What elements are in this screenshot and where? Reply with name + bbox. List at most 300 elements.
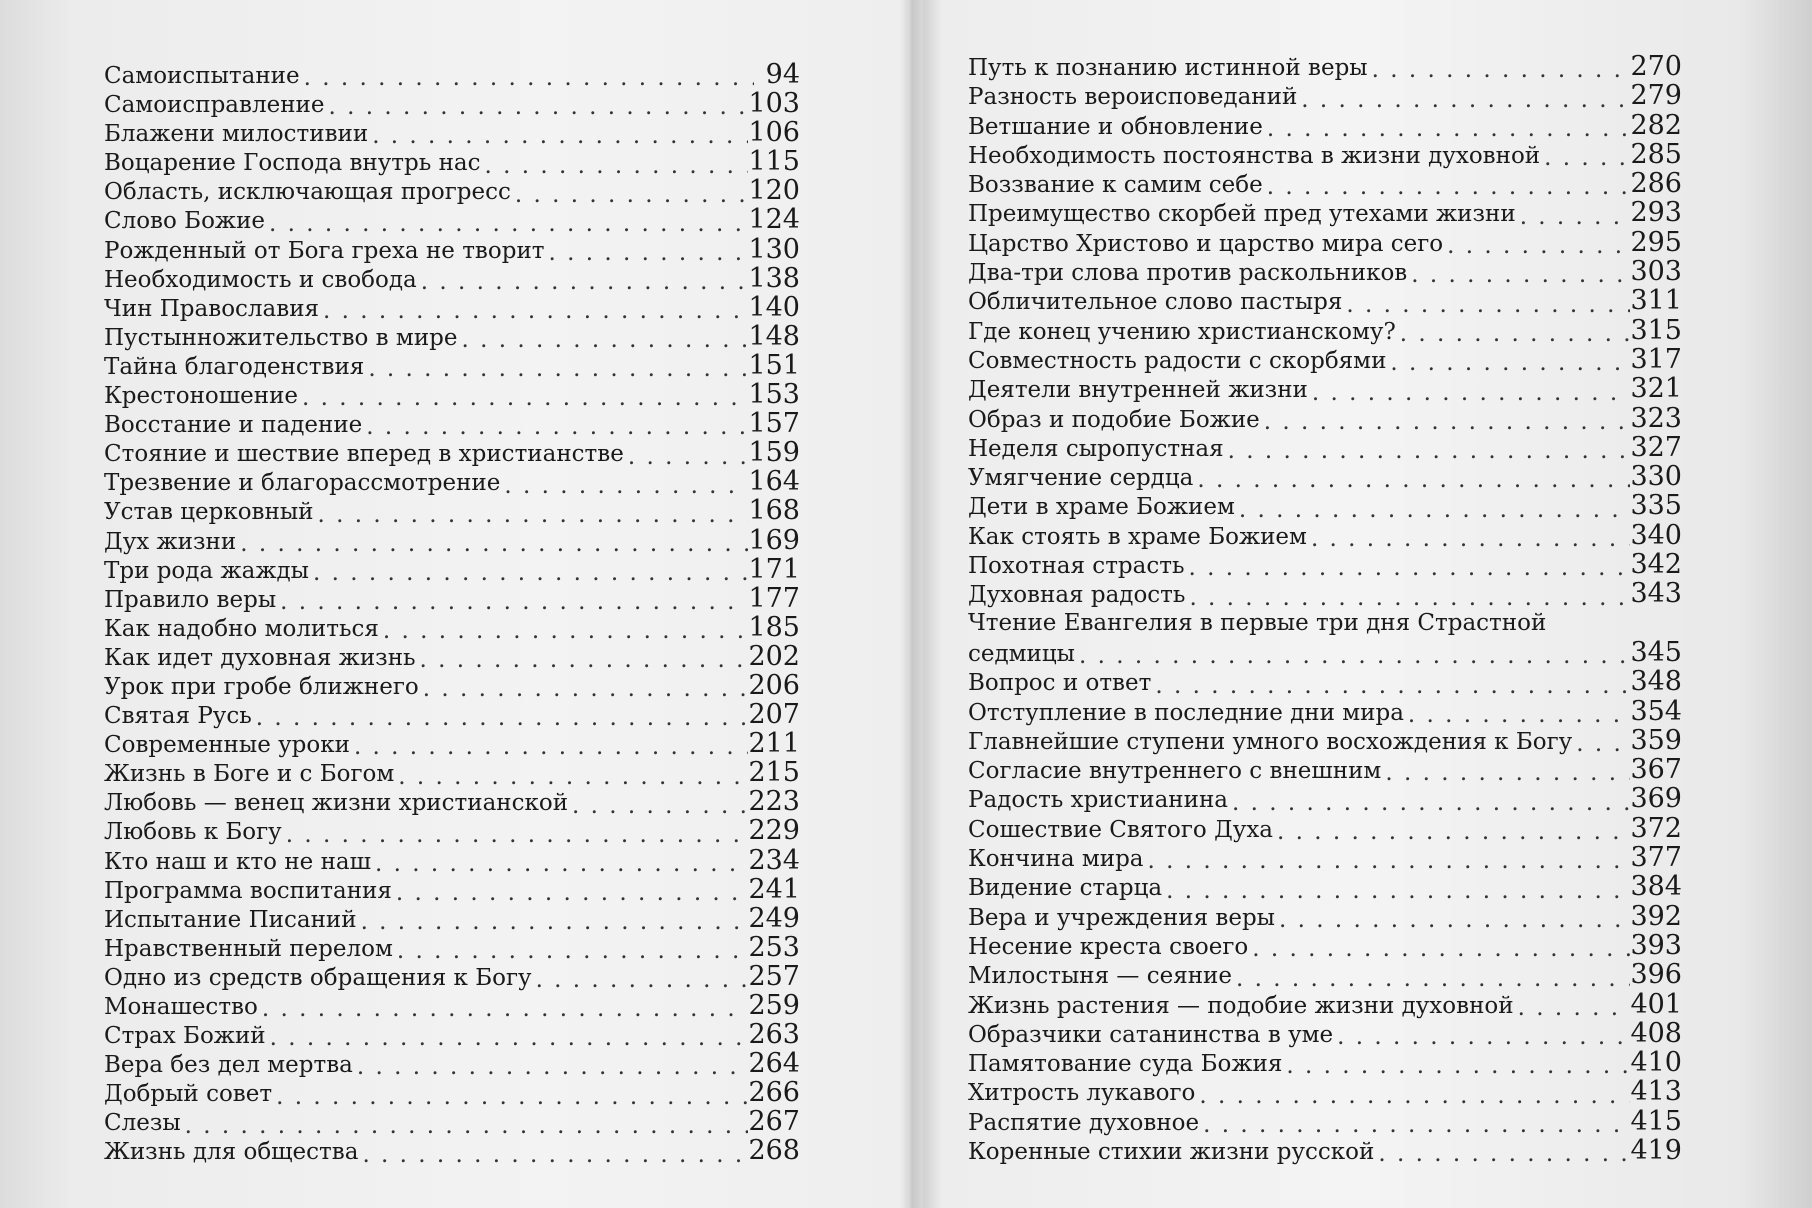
toc-entry bbox=[968, 784, 1682, 813]
dot-leader bbox=[269, 210, 748, 233]
entry-page-number: 207 bbox=[748, 699, 800, 731]
entry-title: Устав церковный bbox=[104, 499, 314, 526]
toc-entry bbox=[104, 322, 800, 351]
entry-page-number: 241 bbox=[748, 873, 800, 905]
entry-page-number: 340 bbox=[1630, 519, 1682, 551]
entry-page-number: 393 bbox=[1630, 929, 1682, 961]
dot-leader bbox=[1301, 86, 1630, 109]
dot-leader bbox=[1390, 349, 1630, 372]
entry-title: Программа воспитания bbox=[104, 877, 392, 904]
entry-page-number: 264 bbox=[748, 1048, 800, 1080]
left-page bbox=[104, 60, 800, 1166]
toc-entry bbox=[968, 404, 1682, 433]
toc-entry bbox=[968, 550, 1682, 579]
entry-page-number: 171 bbox=[748, 553, 800, 585]
entry-title: Хитрость лукавого bbox=[968, 1080, 1196, 1107]
entry-page-number: 311 bbox=[1630, 285, 1682, 317]
entry-page-number: 215 bbox=[748, 757, 800, 789]
entry-page-number: 323 bbox=[1630, 402, 1682, 434]
dot-leader bbox=[1079, 642, 1630, 665]
dot-leader bbox=[270, 1024, 749, 1047]
dot-leader bbox=[1197, 466, 1630, 489]
entry-page-number: 354 bbox=[1630, 695, 1682, 727]
entry-page-number: 408 bbox=[1630, 1017, 1682, 1049]
dot-leader bbox=[1447, 232, 1630, 255]
entry-page-number: 164 bbox=[748, 466, 800, 498]
dot-leader bbox=[302, 384, 748, 407]
entry-page-number: 267 bbox=[748, 1106, 800, 1138]
entry-title: Два-три слова против раскольников bbox=[968, 260, 1408, 287]
toc-entry bbox=[968, 1107, 1682, 1136]
toc-entry bbox=[104, 60, 800, 89]
toc-entry bbox=[968, 638, 1682, 667]
toc-entry bbox=[104, 933, 800, 962]
entry-title: Ветшание и обновление bbox=[968, 113, 1263, 140]
toc-entry bbox=[968, 462, 1682, 491]
entry-page-number: 396 bbox=[1630, 959, 1682, 991]
dot-leader bbox=[1372, 56, 1631, 79]
entry-title: Пустынножительство в мире bbox=[104, 324, 458, 351]
toc-entry bbox=[104, 147, 800, 176]
toc-entry bbox=[104, 1078, 800, 1107]
dot-leader bbox=[1346, 291, 1630, 314]
dot-leader bbox=[1252, 935, 1630, 958]
dot-leader bbox=[1378, 1140, 1630, 1163]
dot-leader bbox=[536, 966, 749, 989]
entry-title: Образчики сатанинства в уме bbox=[968, 1021, 1334, 1048]
entry-page-number: 223 bbox=[748, 786, 800, 818]
entry-title: Главнейшие ступени умного восхождения к Богу bbox=[968, 728, 1573, 755]
entry-title: Вопрос и ответ bbox=[968, 670, 1152, 697]
entry-title: Самоисправление bbox=[104, 92, 325, 119]
dot-leader bbox=[1518, 994, 1631, 1017]
toc-entry bbox=[968, 726, 1682, 755]
toc-entry bbox=[968, 1077, 1682, 1106]
entry-title: Святая Русь bbox=[104, 703, 252, 730]
entry-page-number: 259 bbox=[748, 990, 800, 1021]
toc-entry bbox=[104, 700, 800, 729]
entry-page-number: 384 bbox=[1630, 871, 1682, 903]
dot-leader bbox=[1189, 584, 1630, 607]
entry-title: Самоиспытание bbox=[104, 63, 300, 89]
entry-title: Как идет духовная жизнь bbox=[104, 644, 416, 671]
entry-title: Милостыня — сеяние bbox=[968, 963, 1232, 990]
dot-leader bbox=[1188, 554, 1630, 577]
entry-title: Вера без дел мертва bbox=[104, 1052, 353, 1079]
entry-page-number: 401 bbox=[1630, 988, 1682, 1020]
entry-title: Духовная радость bbox=[968, 582, 1186, 609]
entry-page-number: 138 bbox=[748, 262, 800, 294]
entry-page-number: 282 bbox=[1630, 109, 1682, 141]
entry-title: Необходимость и свобода bbox=[104, 266, 417, 293]
dot-leader bbox=[628, 443, 749, 466]
dot-leader bbox=[286, 821, 749, 844]
entry-page-number: 103 bbox=[748, 88, 800, 120]
entry-page-number: 157 bbox=[748, 408, 800, 440]
entry-title: Испытание Писаний bbox=[104, 906, 357, 933]
entry-page-number: 327 bbox=[1630, 431, 1682, 463]
entry-page-number: 415 bbox=[1630, 1105, 1682, 1137]
toc-entry bbox=[968, 1048, 1682, 1077]
dot-leader bbox=[1311, 525, 1631, 548]
entry-title: Добрый совет bbox=[104, 1081, 273, 1108]
entry-title: Рожденный от Бога греха не творит bbox=[104, 237, 545, 264]
dot-leader bbox=[1236, 965, 1630, 988]
toc-entry bbox=[968, 257, 1682, 286]
entry-page-number: 185 bbox=[748, 611, 800, 643]
entry-title: Памятование суда Божия bbox=[968, 1051, 1283, 1078]
dot-leader bbox=[396, 879, 749, 902]
dot-leader bbox=[1264, 408, 1631, 431]
dot-leader bbox=[1279, 906, 1630, 929]
entry-title: Крестоношение bbox=[104, 383, 299, 410]
entry-page-number: 211 bbox=[748, 728, 800, 760]
entry-title: Совместность радости с скорбями bbox=[968, 347, 1387, 374]
entry-page-number: 367 bbox=[1630, 754, 1682, 786]
dot-leader bbox=[1267, 173, 1631, 196]
dot-leader bbox=[276, 1083, 748, 1106]
entry-title: Несение креста своего bbox=[968, 933, 1249, 960]
entry-page-number: 106 bbox=[748, 117, 800, 149]
toc-entry bbox=[968, 198, 1682, 227]
entry-page-number: 315 bbox=[1630, 314, 1682, 346]
toc-entry bbox=[968, 667, 1682, 696]
dot-leader bbox=[375, 850, 748, 873]
entry-page-number: 413 bbox=[1630, 1076, 1682, 1108]
toc-entry bbox=[968, 843, 1682, 872]
entry-page-number: 124 bbox=[748, 204, 800, 236]
entry-page-number: 229 bbox=[748, 815, 800, 847]
entry-page-number: 377 bbox=[1630, 842, 1682, 874]
entry-page-number: 130 bbox=[748, 233, 800, 265]
entry-title: Разность вероисповеданий bbox=[968, 84, 1298, 111]
toc-entry bbox=[968, 697, 1682, 726]
toc-entry bbox=[968, 286, 1682, 315]
toc-entry bbox=[104, 205, 800, 234]
toc-entry bbox=[968, 433, 1682, 462]
entry-title: Сошествие Святого Духа bbox=[968, 816, 1273, 843]
toc-entry bbox=[104, 584, 800, 613]
entry-page-number: 94 bbox=[765, 59, 800, 90]
dot-leader bbox=[1199, 1082, 1630, 1105]
entry-title: Трезвение и благорассмотрение bbox=[104, 470, 501, 497]
toc-entry bbox=[104, 176, 800, 205]
entry-page-number: 140 bbox=[748, 291, 800, 323]
entry-title: Неделя сыропустная bbox=[968, 435, 1224, 462]
entry-title: Тайна благоденствия bbox=[104, 353, 365, 380]
entry-page-number: 270 bbox=[1630, 51, 1682, 82]
entry-page-number: 321 bbox=[1630, 373, 1682, 405]
toc-entry bbox=[968, 81, 1682, 110]
entry-title: Воззвание к самим себе bbox=[968, 172, 1263, 199]
toc-entry bbox=[968, 111, 1682, 140]
toc-entry bbox=[104, 293, 800, 322]
entry-page-number: 285 bbox=[1630, 138, 1682, 170]
dot-leader bbox=[357, 1053, 749, 1076]
entry-title: Слово Божие bbox=[104, 208, 266, 235]
entry-title: Видение старца bbox=[968, 875, 1163, 902]
dot-leader bbox=[1312, 379, 1631, 402]
dot-leader bbox=[1148, 847, 1631, 870]
toc-entry bbox=[968, 1019, 1682, 1048]
entry-page-number: 342 bbox=[1630, 549, 1682, 581]
toc-entry bbox=[104, 526, 800, 555]
toc-entry bbox=[104, 613, 800, 642]
entry-page-number: 169 bbox=[748, 524, 800, 556]
dot-leader bbox=[328, 93, 748, 116]
entry-title: Как стоять в храме Божием bbox=[968, 523, 1307, 550]
toc-entry bbox=[968, 579, 1682, 608]
toc-entry bbox=[104, 816, 800, 845]
entry-page-number: 148 bbox=[748, 320, 800, 352]
toc-entry bbox=[968, 316, 1682, 345]
dot-leader bbox=[1544, 144, 1630, 167]
entry-title: Область, исключающая прогресс bbox=[104, 179, 511, 206]
entry-title: Чтение Евангелия в первые три дня Страстной bbox=[968, 609, 1547, 636]
entry-title: Восстание и падение bbox=[104, 412, 363, 439]
toc-entry bbox=[968, 1136, 1682, 1165]
entry-title: седмицы bbox=[968, 640, 1075, 667]
dot-leader bbox=[1576, 730, 1630, 753]
dot-leader bbox=[361, 908, 749, 931]
toc-entry bbox=[104, 787, 800, 816]
entry-page-number: 202 bbox=[748, 640, 800, 672]
entry-title: Кто наш и кто не наш bbox=[104, 848, 371, 875]
entry-title: Образ и подобие Божие bbox=[968, 406, 1260, 433]
entry-page-number: 120 bbox=[748, 175, 800, 207]
dot-leader bbox=[366, 413, 748, 436]
entry-title: Дети в храме Божием bbox=[968, 494, 1235, 521]
entry-title: Правило веры bbox=[104, 586, 277, 613]
entry-title: Жизнь растения — подобие жизни духовной bbox=[968, 992, 1514, 1019]
entry-title: Похотная страсть bbox=[968, 553, 1185, 580]
toc-entry bbox=[104, 89, 800, 118]
entry-page-number: 303 bbox=[1630, 256, 1682, 288]
entry-page-number: 372 bbox=[1630, 812, 1682, 844]
toc-entry bbox=[968, 990, 1682, 1019]
dot-leader bbox=[421, 268, 749, 291]
dot-leader bbox=[515, 181, 749, 204]
entry-page-number: 168 bbox=[748, 495, 800, 527]
dot-leader bbox=[185, 1112, 749, 1135]
dot-leader bbox=[354, 733, 749, 756]
entry-title: Дух жизни bbox=[104, 528, 237, 555]
toc-entry bbox=[104, 467, 800, 496]
toc-entry bbox=[968, 755, 1682, 784]
entry-title: Чин Православия bbox=[104, 295, 320, 322]
toc-entry bbox=[104, 264, 800, 293]
dot-leader bbox=[1203, 1111, 1630, 1134]
dot-leader bbox=[317, 501, 748, 524]
dot-leader bbox=[262, 995, 749, 1018]
entry-title: Одно из средств обращения к Богу bbox=[104, 964, 532, 991]
entry-page-number: 206 bbox=[748, 669, 800, 701]
dot-leader bbox=[572, 792, 748, 815]
toc-entry bbox=[968, 228, 1682, 257]
toc-entry bbox=[968, 814, 1682, 843]
dot-leader bbox=[1520, 203, 1631, 226]
dot-leader bbox=[1337, 1023, 1630, 1046]
toc-entry bbox=[104, 962, 800, 991]
dot-leader bbox=[256, 704, 749, 727]
entry-title: Царство Христово и царство мира сего bbox=[968, 230, 1444, 257]
entry-title: Жизнь в Боге и с Богом bbox=[104, 761, 395, 788]
dot-leader bbox=[1232, 789, 1630, 812]
toc-entry bbox=[968, 52, 1682, 81]
dot-leader bbox=[1408, 701, 1631, 724]
dot-leader bbox=[549, 239, 749, 262]
entry-page-number: 348 bbox=[1630, 666, 1682, 698]
entry-page-number: 419 bbox=[1630, 1134, 1682, 1166]
right-page bbox=[968, 51, 1682, 1166]
toc-entry bbox=[104, 991, 800, 1020]
entry-page-number: 359 bbox=[1630, 724, 1682, 756]
entry-title: Урок при гробе ближнего bbox=[104, 673, 419, 700]
entry-title: Согласие внутреннего с внешним bbox=[968, 758, 1382, 785]
dot-leader bbox=[1385, 759, 1630, 782]
entry-page-number: 249 bbox=[748, 902, 800, 934]
toc-entry bbox=[968, 169, 1682, 198]
dot-leader bbox=[462, 326, 749, 349]
entry-title: Преимущество скорбей пред утехами жизни bbox=[968, 201, 1516, 228]
dot-leader bbox=[280, 588, 748, 611]
entry-page-number: 392 bbox=[1630, 900, 1682, 932]
entry-page-number: 317 bbox=[1630, 343, 1682, 375]
entry-title: Любовь — венец жизни христианской bbox=[104, 790, 569, 817]
entry-page-number: 293 bbox=[1630, 197, 1682, 229]
entry-page-number: 151 bbox=[748, 349, 800, 381]
toc-entry bbox=[104, 438, 800, 467]
entry-page-number: 286 bbox=[1630, 168, 1682, 200]
toc-entry bbox=[104, 875, 800, 904]
dot-leader bbox=[368, 355, 748, 378]
dot-leader bbox=[1166, 877, 1630, 900]
entry-page-number: 410 bbox=[1630, 1047, 1682, 1079]
dot-leader bbox=[383, 617, 749, 640]
entry-title: Распятие духовное bbox=[968, 1109, 1200, 1136]
toc-entry bbox=[104, 758, 800, 787]
entry-title: Радость христианина bbox=[968, 787, 1229, 814]
dot-leader bbox=[304, 64, 754, 87]
dot-leader bbox=[420, 646, 749, 669]
entry-title: Слезы bbox=[104, 1110, 181, 1137]
entry-page-number: 115 bbox=[748, 146, 800, 178]
entry-page-number: 335 bbox=[1630, 490, 1682, 522]
dot-leader bbox=[240, 530, 748, 553]
left-toc-list bbox=[104, 60, 800, 1166]
entry-title: Где конец учению христианскому? bbox=[968, 318, 1396, 345]
entry-page-number: 234 bbox=[748, 844, 800, 876]
entry-title: Стояние и шествие вперед в христианстве bbox=[104, 441, 624, 468]
entry-title: Вера и учреждения веры bbox=[968, 904, 1275, 931]
dot-leader bbox=[1239, 496, 1631, 519]
dot-leader bbox=[398, 763, 748, 786]
entry-page-number: 268 bbox=[748, 1135, 800, 1167]
toc-entry bbox=[104, 729, 800, 758]
entry-title: Воцарение Господа внутрь нас bbox=[104, 150, 481, 177]
dot-leader bbox=[372, 122, 748, 145]
dot-leader bbox=[397, 937, 749, 960]
entry-title: Обличительное слово пастыря bbox=[968, 289, 1343, 316]
entry-page-number: 159 bbox=[748, 437, 800, 469]
entry-title: Любовь к Богу bbox=[104, 819, 282, 846]
entry-page-number: 153 bbox=[748, 379, 800, 411]
toc-entry bbox=[104, 496, 800, 525]
toc-entry bbox=[104, 642, 800, 671]
entry-title: Нравственный перелом bbox=[104, 935, 393, 962]
entry-page-number: 330 bbox=[1630, 461, 1682, 493]
dot-leader bbox=[1267, 115, 1631, 138]
toc-entry bbox=[968, 345, 1682, 374]
dot-leader bbox=[1277, 818, 1630, 841]
toc-entry bbox=[104, 1049, 800, 1078]
entry-title: Отступление в последние дни мира bbox=[968, 699, 1404, 726]
entry-page-number: 253 bbox=[748, 931, 800, 963]
toc-entry bbox=[104, 1107, 800, 1136]
toc-entry bbox=[104, 235, 800, 264]
dot-leader bbox=[1400, 320, 1631, 343]
toc-entry bbox=[968, 521, 1682, 550]
dot-leader bbox=[1228, 437, 1631, 460]
toc-entry bbox=[104, 846, 800, 875]
entry-page-number: 279 bbox=[1630, 80, 1682, 112]
toc-entry bbox=[968, 960, 1682, 989]
entry-page-number: 369 bbox=[1630, 783, 1682, 815]
entry-title: Как надобно молиться bbox=[104, 615, 379, 642]
entry-title: Современные уроки bbox=[104, 732, 350, 759]
entry-title: Жизнь для общества bbox=[104, 1139, 359, 1166]
toc-entry bbox=[968, 374, 1682, 403]
entry-title: Деятели внутренней жизни bbox=[968, 377, 1308, 404]
dot-leader bbox=[485, 152, 749, 175]
dot-leader bbox=[313, 559, 748, 582]
entry-page-number: 266 bbox=[748, 1077, 800, 1109]
dot-leader bbox=[1286, 1052, 1630, 1075]
entry-title: Монашество bbox=[104, 994, 258, 1020]
toc-entry bbox=[104, 1020, 800, 1049]
dot-leader bbox=[323, 297, 748, 320]
entry-title: Три рода жажды bbox=[104, 557, 309, 584]
dot-leader bbox=[1411, 261, 1630, 284]
dot-leader bbox=[504, 472, 748, 495]
toc-entry bbox=[968, 140, 1682, 169]
entry-page-number: 295 bbox=[1630, 226, 1682, 258]
right-toc-list bbox=[968, 52, 1682, 1165]
entry-page-number: 177 bbox=[748, 582, 800, 614]
toc-entry bbox=[104, 118, 800, 147]
entry-title: Кончина мира bbox=[968, 846, 1144, 873]
toc-entry bbox=[968, 872, 1682, 901]
dot-leader bbox=[1155, 672, 1630, 695]
entry-page-number: 257 bbox=[748, 960, 800, 992]
toc-entry bbox=[968, 609, 1682, 638]
toc-entry bbox=[104, 380, 800, 409]
entry-title: Блажени милостивии bbox=[104, 121, 369, 148]
toc-entry bbox=[968, 931, 1682, 960]
book-gutter bbox=[900, 0, 922, 1208]
toc-entry bbox=[968, 902, 1682, 931]
toc-entry bbox=[104, 555, 800, 584]
toc-entry bbox=[104, 904, 800, 933]
entry-title: Коренные стихии жизни русской bbox=[968, 1138, 1375, 1165]
entry-page-number: 345 bbox=[1630, 636, 1682, 668]
entry-title: Путь к познанию истинной веры bbox=[968, 55, 1368, 81]
entry-page-number: 263 bbox=[748, 1019, 800, 1051]
dot-leader bbox=[423, 675, 749, 698]
toc-entry bbox=[104, 1136, 800, 1165]
entry-title: Необходимость постоянства в жизни духовной bbox=[968, 142, 1541, 169]
toc-entry bbox=[104, 351, 800, 380]
